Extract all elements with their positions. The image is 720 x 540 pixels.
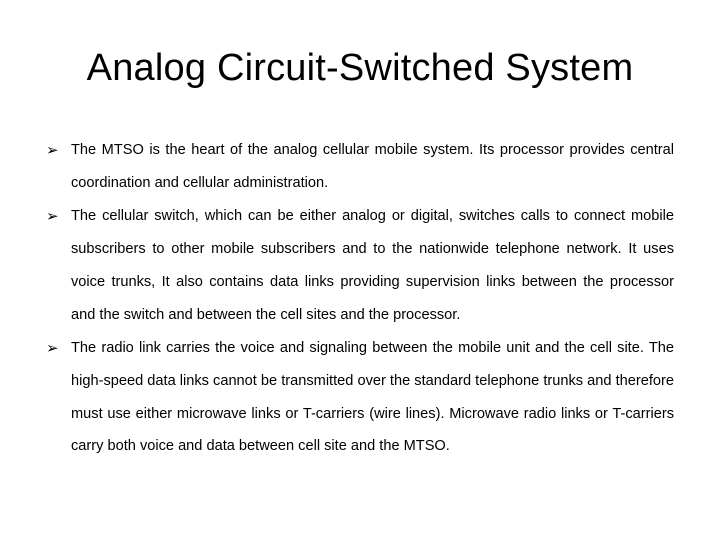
bullet-item-radio-link <box>46 332 674 463</box>
bullet-list <box>46 134 674 464</box>
bullet-text: The cellular switch, which can be either analog or digital, switches calls to connect mobile subscribers to other mobile subscribers and to the nationwide telephone network. It uses voice trunks, It also contains data links providing supervision links between the processor and the switch and between the cell sites and the processor. <box>71 208 674 323</box>
arrowhead-bullet-icon: ➢ <box>46 141 59 159</box>
slide-title: Analog Circuit-Switched System <box>86 47 634 89</box>
arrowhead-bullet-icon: ➢ <box>46 339 59 358</box>
bullet-item-mtso <box>46 134 674 199</box>
bullet-text: The radio link carries the voice and signaling between the mobile unit and the cell site. The high-speed data links cannot be transmitted over the standard telephone trunks and therefore must use either microwave links or T-carriers (wire lines). Microwave radio links or T-carriers carry both voice and data between cell site and the MTSO. <box>71 340 674 455</box>
arrowhead-bullet-icon: ➢ <box>46 207 59 226</box>
bullet-item-cellular-switch <box>46 200 674 331</box>
bullet-text: The MTSO is the heart of the analog cellular mobile system. Its processor provides central coordination and cellular administration. <box>71 142 674 191</box>
